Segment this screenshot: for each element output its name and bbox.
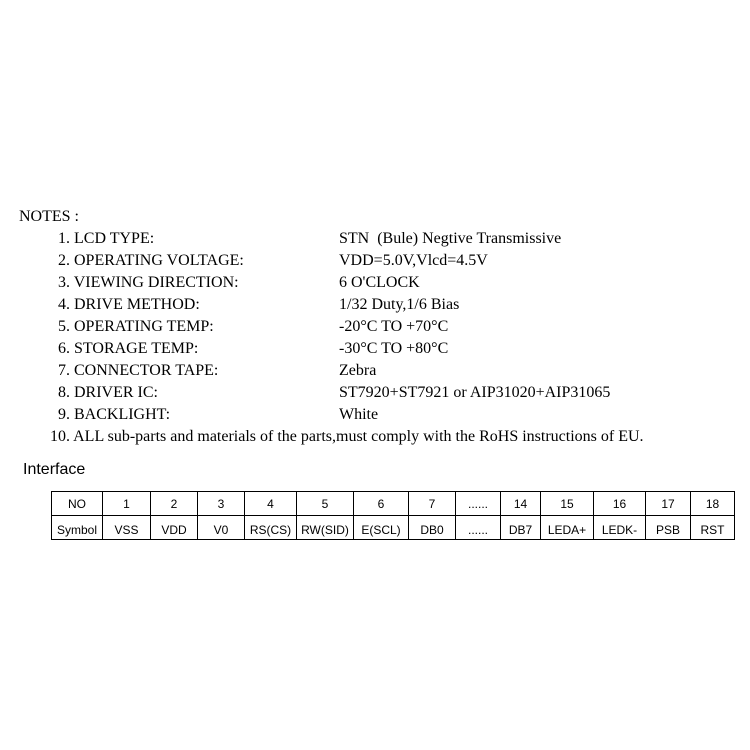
pin-symbol-cell: ......: [456, 516, 501, 540]
pin-number-cell: 7: [409, 492, 456, 516]
pin-symbol-cell: RW(SID): [297, 516, 354, 540]
note-label: 9. BACKLIGHT:: [58, 406, 171, 423]
pin-number-cell: 3: [198, 492, 245, 516]
note-label: 8. DRIVER IC:: [58, 384, 158, 401]
pin-symbol-cell: DB0: [409, 516, 456, 540]
note-value: 6 O'CLOCK: [339, 274, 420, 291]
pin-number-cell: 18: [691, 492, 735, 516]
pin-number-cell: 2: [151, 492, 198, 516]
pin-number-cell: 5: [297, 492, 354, 516]
note-value: ST7920+ST7921 or AIP31020+AIP31065: [339, 384, 611, 401]
note-label: 2. OPERATING VOLTAGE:: [58, 252, 244, 269]
pin-number-cell: ......: [456, 492, 501, 516]
pin-number-cell: 4: [245, 492, 297, 516]
pin-number-cell: 6: [354, 492, 409, 516]
notes-title: NOTES :: [19, 208, 79, 225]
pin-symbol-cell: PSB: [646, 516, 691, 540]
pin-symbol-cell: LEDK-: [594, 516, 646, 540]
pin-number-cell: 1: [103, 492, 151, 516]
note-label: 3. VIEWING DIRECTION:: [58, 274, 239, 291]
interface-title: Interface: [23, 461, 86, 478]
pin-interface-table: [51, 491, 735, 540]
pin-symbol-cell: RST: [691, 516, 735, 540]
note-value: STN (Bule) Negtive Transmissive: [339, 230, 562, 247]
pin-number-cell: 14: [501, 492, 541, 516]
note-label: 6. STORAGE TEMP:: [58, 340, 199, 357]
pin-symbol-cell: DB7: [501, 516, 541, 540]
pin-number-cell: 17: [646, 492, 691, 516]
pin-symbol-cell: LEDA+: [541, 516, 594, 540]
pin-symbol-cell: E(SCL): [354, 516, 409, 540]
pin-symbol-cell: VSS: [103, 516, 151, 540]
note-label: 7. CONNECTOR TAPE:: [58, 362, 219, 379]
note-label: 5. OPERATING TEMP:: [58, 318, 214, 335]
note-rohs-text: 10. ALL sub-parts and materials of the parts,must comply with the RoHS instructions of EU.: [50, 428, 644, 445]
note-value: -20°C TO +70°C: [339, 318, 449, 335]
note-value: Zebra: [339, 362, 377, 379]
pin-symbol-cell: VDD: [151, 516, 198, 540]
header-no-cell: NO: [52, 492, 103, 516]
header-symbol-cell: Symbol: [52, 516, 103, 540]
note-value: VDD=5.0V,Vlcd=4.5V: [339, 252, 488, 269]
pin-number-cell: 15: [541, 492, 594, 516]
note-value: -30°C TO +80°C: [339, 340, 449, 357]
pin-number-cell: 16: [594, 492, 646, 516]
note-value: White: [339, 406, 379, 423]
pin-number-row: [52, 492, 735, 516]
pin-symbol-cell: RS(CS): [245, 516, 297, 540]
note-label: 4. DRIVE METHOD:: [58, 296, 200, 313]
note-label: 1. LCD TYPE:: [58, 230, 155, 247]
note-value: 1/32 Duty,1/6 Bias: [339, 296, 460, 313]
pin-symbol-row: [52, 516, 735, 540]
pin-symbol-cell: V0: [198, 516, 245, 540]
